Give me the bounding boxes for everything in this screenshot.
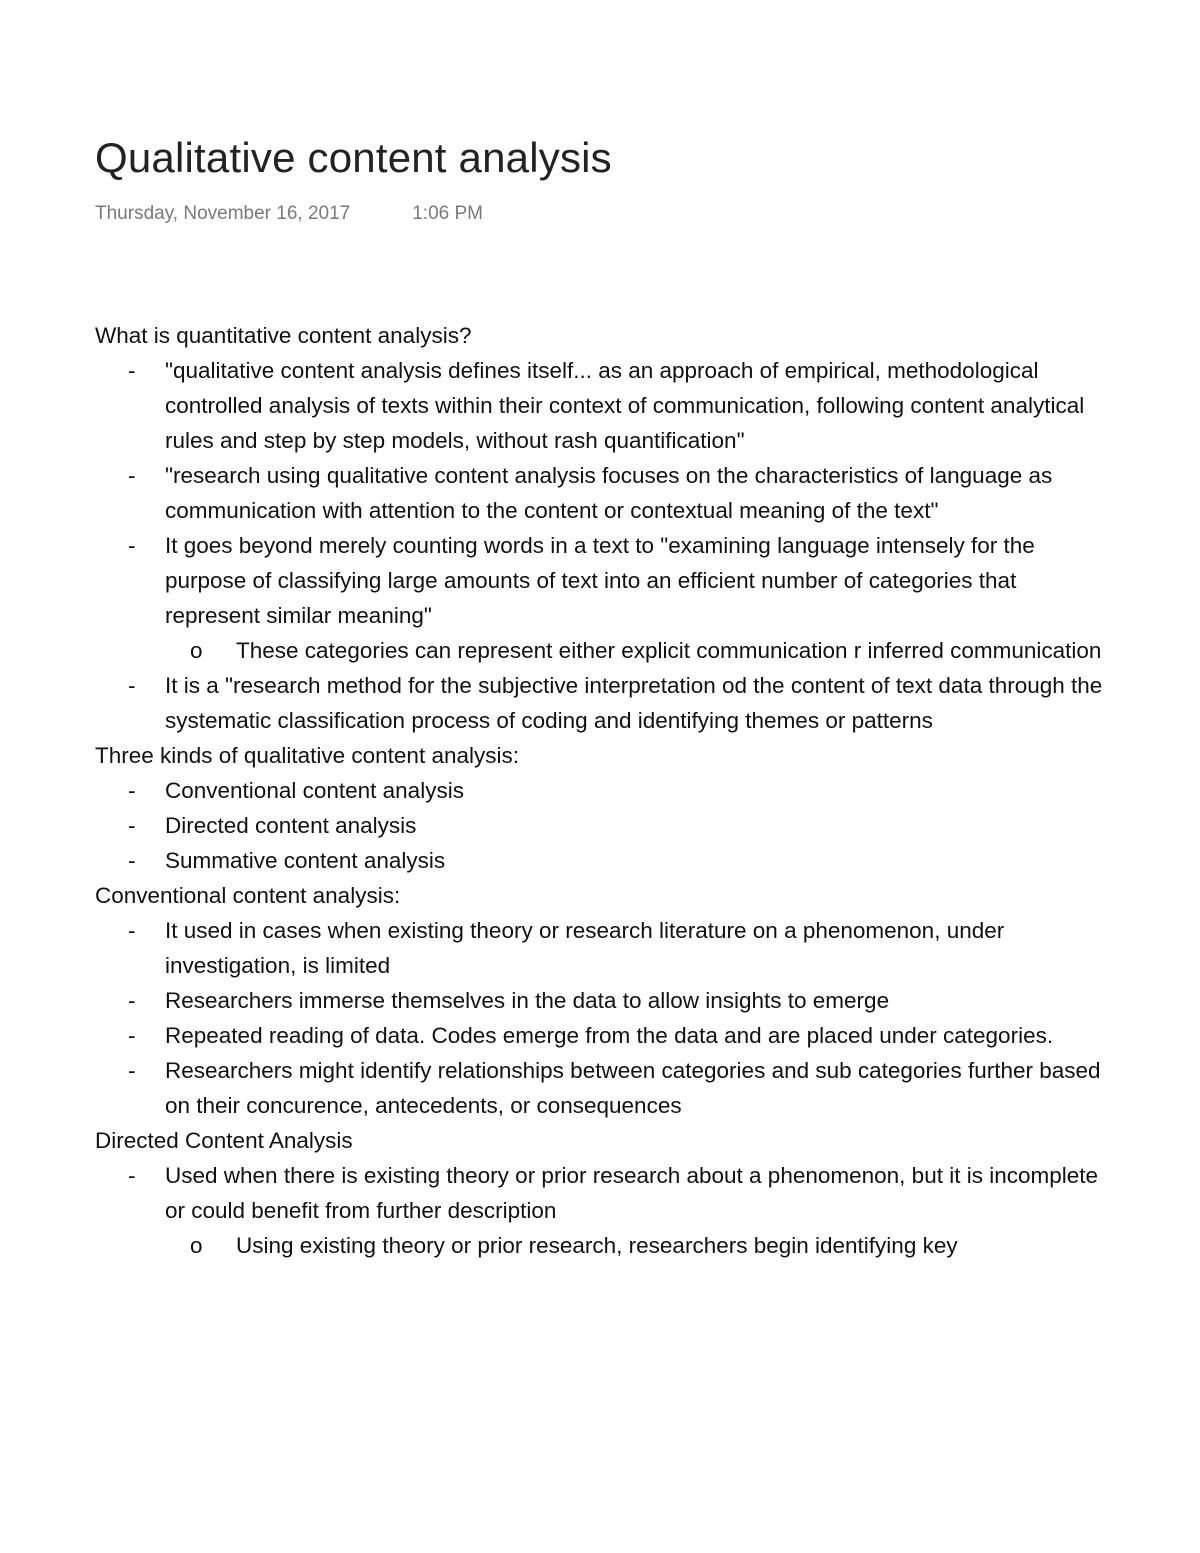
dash-bullet: - (128, 533, 136, 558)
page-time: 1:06 PM (412, 203, 483, 224)
list-item (95, 983, 1115, 1018)
section-heading: Conventional content analysis: (95, 883, 401, 908)
list-item-text: "qualitative content analysis defines itself... as an approach of empirical, methodological controlled analysis of texts within their context of communication, following content analytical rules and step by step models, without rash quantification" (165, 358, 1085, 453)
notes-body (95, 318, 1115, 1263)
dash-bullet: - (128, 358, 136, 383)
sub-list-item (95, 633, 1115, 668)
dash-bullet: - (128, 463, 136, 488)
dash-bullet: - (128, 1163, 136, 1188)
list-item-text: It used in cases when existing theory or research literature on a phenomenon, under investigation, is limited (165, 918, 1005, 978)
dash-bullet: - (128, 1023, 136, 1048)
list-item (95, 808, 1115, 843)
dash-bullet: - (128, 848, 136, 873)
page-meta (95, 203, 483, 225)
circle-bullet: o (190, 638, 203, 663)
dash-bullet: - (128, 1058, 136, 1083)
list-item-text: Directed content analysis (165, 813, 417, 838)
list-item-text: Repeated reading of data. Codes emerge from the data and are placed under categories. (165, 1023, 1054, 1048)
dash-bullet: - (128, 813, 136, 838)
section-heading: Directed Content Analysis (95, 1128, 353, 1153)
list-item (95, 843, 1115, 878)
list-item (95, 1158, 1115, 1228)
list-item (95, 913, 1115, 983)
list-item-text: Used when there is existing theory or prior research about a phenomenon, but it is incomplete or could benefit from further description (165, 1163, 1099, 1223)
page-date: Thursday, November 16, 2017 (95, 203, 351, 224)
dash-bullet: - (128, 988, 136, 1013)
sub-list-item-text: Using existing theory or prior research, researchers begin identifying key (236, 1233, 958, 1258)
sub-list-item-text: These categories can represent either explicit communication r inferred communication (236, 638, 1102, 663)
list-item-text: "research using qualitative content analysis focuses on the characteristics of language as communication with attention to the content or contextual meaning of the text" (165, 463, 1053, 523)
section-heading: What is quantitative content analysis? (95, 323, 472, 348)
list-item (95, 668, 1115, 738)
circle-bullet: o (190, 1233, 203, 1258)
sub-list-item (95, 1228, 1115, 1263)
list-item (95, 1018, 1115, 1053)
list-item (95, 1053, 1115, 1123)
list-item-text: Researchers might identify relationships between categories and sub categories further based on their concurence, antecedents, or consequences (165, 1058, 1101, 1118)
dash-bullet: - (128, 778, 136, 803)
list-item (95, 528, 1115, 633)
list-item (95, 458, 1115, 528)
page-title: Qualitative content analysis (95, 134, 612, 181)
list-item-text: Summative content analysis (165, 848, 446, 873)
list-item-text: It goes beyond merely counting words in a text to "examining language intensely for the purpose of classifying large amounts of text into an efficient number of categories that represent similar meaning" (165, 533, 1035, 628)
list-item-text: Conventional content analysis (165, 778, 464, 803)
section-heading: Three kinds of qualitative content analysis: (95, 743, 519, 768)
dash-bullet: - (128, 673, 136, 698)
list-item-text: It is a "research method for the subjective interpretation od the content of text data through the systematic classification process of coding and identifying themes or patterns (165, 673, 1103, 733)
list-item (95, 773, 1115, 808)
dash-bullet: - (128, 918, 136, 943)
list-item-text: Researchers immerse themselves in the data to allow insights to emerge (165, 988, 890, 1013)
list-item (95, 353, 1115, 458)
